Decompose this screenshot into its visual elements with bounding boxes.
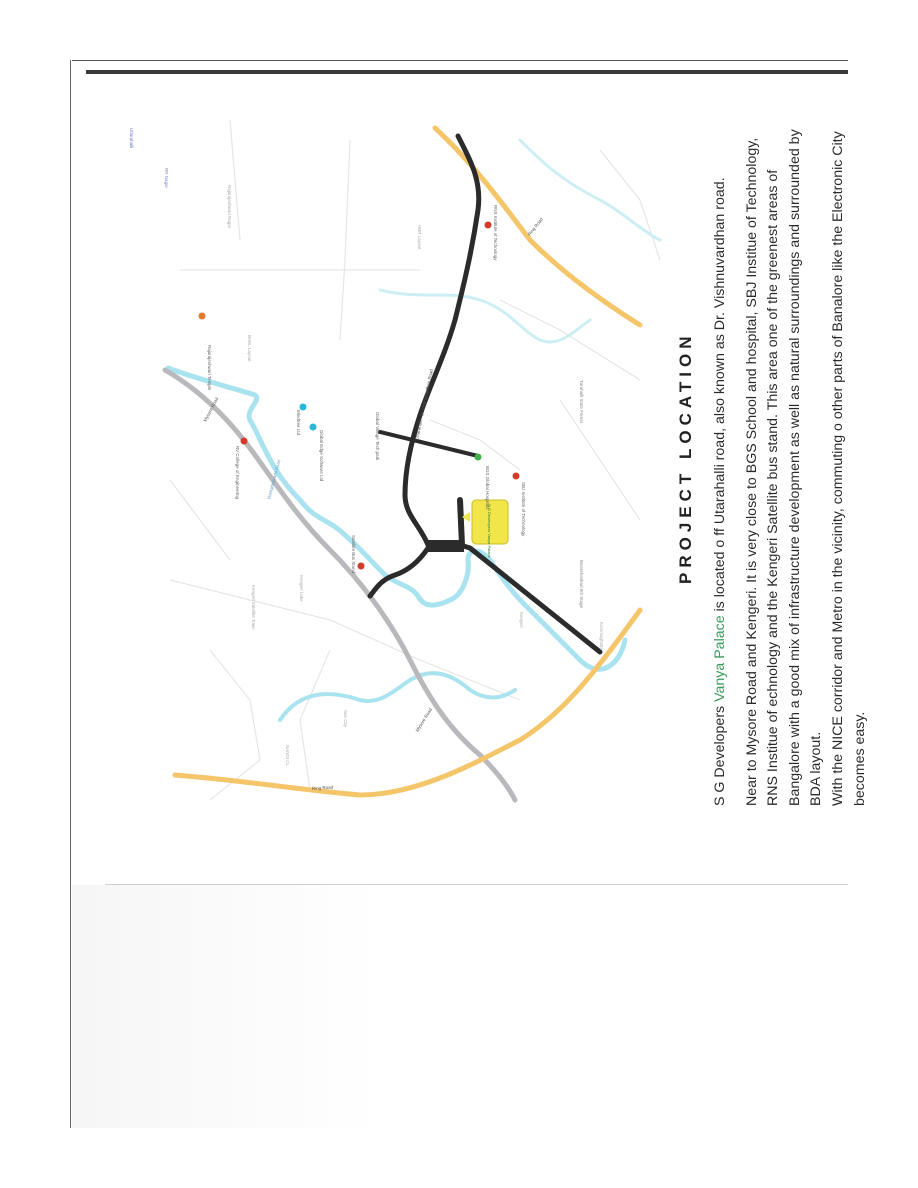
label-legend-top: Uttarahalli — [129, 128, 134, 149]
paragraph-2: Near to Mysore Road and Kengeri. It is very close to BGS School and hospital, SBJ Institue of Technology, RNS Institue of echnology and the Kengeri Satellite bus stand. This area one of the greenest areas of Bangalore with a good mix of infrastructure development as well as natural surroundings and surrounded by BDA layout. — [743, 129, 825, 806]
label-ring-road-2: Ring Road — [526, 216, 544, 237]
label-hbr: HBR Layout — [417, 225, 422, 250]
access-road-bgs — [380, 432, 478, 456]
paragraph-1: S G Developers Vanya Palace is located o ff Utarahalli road, also known as Dr. Vishnuvardhan road. — [712, 177, 728, 806]
label-bus-stand: Satellite Bus Stand — [351, 535, 356, 574]
map-background-lines — [170, 120, 660, 800]
label-rv-college: RV College of Engineering — [235, 446, 240, 499]
bgs-hospital-marker — [475, 454, 482, 461]
page-title: PROJECT LOCATION — [676, 331, 695, 584]
label-kengeri-lake: Kengeri Lake — [299, 575, 304, 602]
label-rr-nagar: Rajarajeshwari Nagar — [227, 185, 232, 229]
label-global-village: Global Village Tech park — [375, 412, 380, 461]
description — [710, 126, 871, 806]
label-sun-city: Sun City — [343, 710, 348, 728]
access-road-project — [460, 500, 462, 545]
rr-temple-marker — [199, 313, 206, 320]
label-project: S G Developers Vanya Palace — [487, 504, 492, 558]
label-sbj-institute: SBJ Institute of Technology — [521, 482, 526, 537]
label-banashankari: Banashankari 6th Stage — [579, 560, 584, 609]
label-mysore-road-1: Mysore Road — [202, 396, 220, 423]
rv-college-marker — [241, 438, 248, 445]
paragraph-3: With the NICE corridor and Metro in the vicinity, commuting o other parts of Banalore like the Electronic City becomes easy. — [829, 131, 868, 806]
label-kengeri: Kengeri — [519, 612, 524, 628]
river-branch — [280, 673, 515, 720]
label-vishnuvardhan-road: Uttarahalli - Dr Vishnuvardhan Road — [414, 368, 434, 441]
label-kengeri-satellite: Kengeri Satellite Town — [251, 585, 256, 630]
bus-stand-marker — [358, 563, 365, 570]
river-branch-east — [380, 290, 590, 342]
label-mindtree: Mindtree Ltd — [296, 410, 301, 436]
label-rns-institute: RNS Institute of Technology — [493, 205, 498, 261]
project-marker — [462, 500, 508, 544]
junction-block — [428, 540, 464, 552]
label-bgs-hospital: BGS Global Hospitals — [485, 466, 490, 510]
rns-marker — [485, 222, 492, 229]
location-text-block — [676, 106, 871, 806]
label-bhel: BHEL Layout — [247, 335, 252, 362]
sbj-marker — [513, 473, 520, 480]
label-rr-temple: Rajarajeshwari Temple — [207, 345, 212, 391]
label-river: Vrishabhavathi River — [266, 459, 282, 501]
ring-road-west — [175, 610, 640, 795]
river-branch-north — [520, 140, 660, 240]
label-nandi: NANDI CL — [285, 745, 290, 767]
label-turahalli: Turahalli State Forest — [579, 380, 584, 423]
label-ring-road-1: Ring Road — [311, 784, 334, 791]
label-rr-top: RR Nagar — [164, 168, 169, 189]
global-edge-marker — [310, 424, 317, 431]
label-global-edge: Global Edge Software Ltd — [319, 430, 324, 482]
vrishabhavathi-river — [168, 368, 625, 669]
label-mysore-road-2: Mysore Road — [414, 707, 434, 733]
project-name: Vanya Palace — [712, 615, 728, 702]
label-kommaghatta: Kommaghatta — [599, 622, 604, 651]
vishnuvardhan-road — [405, 136, 479, 545]
